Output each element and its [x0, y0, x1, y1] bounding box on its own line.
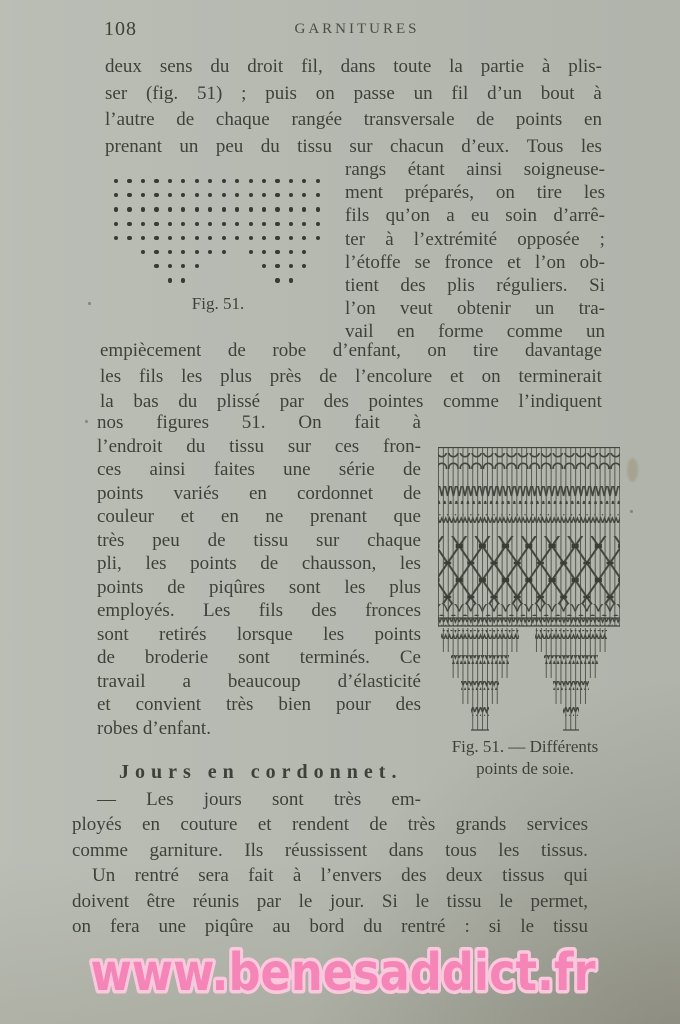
text-line: doivent être réunis par le jour. Si le tissu le permet,	[72, 890, 588, 912]
text-line: ces ainsi faites une série de	[97, 459, 421, 480]
zigzag-stitch-band	[438, 486, 620, 504]
text-line: de broderie sont terminés. Ce	[97, 647, 421, 668]
tail-left	[441, 628, 519, 730]
text-line: couleur et en ne prenant que	[97, 506, 421, 527]
text-line: travail a beaucoup d’élasticité	[97, 670, 421, 692]
figure2-caption-line1: Fig. 51. — Différents	[451, 737, 599, 756]
text-line: l’on veut obtenir un tra-	[345, 298, 605, 320]
column-left-beside-fig2	[97, 412, 421, 741]
text-line: Un rentré sera fait à l’envers des deux tissus qui	[92, 865, 588, 887]
dot-pattern-figure	[114, 179, 324, 289]
text-line: points variés en cordonnet de	[97, 482, 421, 504]
figure1-caption: Fig. 51.	[191, 294, 245, 313]
heading-continuation	[97, 789, 421, 813]
text-line: l’endroit du tissu sur ces fron-	[97, 435, 421, 457]
text-line: l’autre de chaque rangée transversale de points en	[105, 109, 602, 130]
text-line: fils qu’on a eu soin d’arrê-	[345, 205, 605, 227]
smocking-figure	[436, 444, 622, 734]
paragraph-opening	[105, 56, 602, 162]
text-line: points de piqûres sont les plus	[97, 576, 421, 598]
text-line: l’étoffe se fronce et l’on ob-	[345, 251, 605, 273]
text-line: tient des plis réguliers. Si	[345, 274, 605, 296]
text-line: comme garniture. Ils réussissent dans tous les tissus.	[72, 839, 588, 861]
paragraph-middle	[100, 340, 602, 417]
section-heading: Jours en cordonnet.	[119, 761, 403, 783]
paper-stain	[627, 458, 638, 482]
text-line: sont retirés lorsque les points	[97, 623, 421, 645]
arch-stitch-band	[438, 604, 620, 616]
watermark-text: www.benesaddict.fr	[90, 943, 596, 1003]
text-line: nos figures 51. On fait à	[97, 412, 421, 433]
text-line: pli, les points de chausson, les	[97, 553, 421, 574]
text-line: vail en forme comme un	[345, 321, 605, 343]
figure2-caption	[419, 736, 631, 780]
pleats-block	[438, 447, 620, 626]
text-line: prenant un peu du tissu sur chacun d’eux. Tous les	[105, 135, 602, 157]
small-zigzag-band	[438, 514, 620, 523]
watermark	[40, 916, 640, 1024]
text-line: robes d’enfant.	[97, 717, 211, 739]
text-line: — Les jours sont très em-	[97, 789, 421, 810]
text-line: et convient très bien pour des	[97, 694, 421, 715]
text-line: employés. Les fils des fronces	[97, 600, 421, 621]
paper-speck	[630, 510, 633, 513]
figure2-caption-line2: points de soie.	[476, 759, 574, 778]
page-number: 108	[104, 18, 137, 40]
running-title: GARNITURES	[294, 21, 420, 37]
text-line: ment préparés, on tire les	[345, 182, 605, 204]
text-line: les fils les plus près de l’encolure et on terminerait	[100, 365, 602, 387]
text-line: la bas du plissé par des pointes comme l’indiquent	[100, 391, 602, 412]
text-line: ployés en couture et rendent de très grands services	[72, 814, 588, 835]
text-line: ter à l’extrémité opposée ;	[345, 228, 605, 250]
text-line: empiècement de robe d’enfant, on tire davantage	[100, 340, 602, 361]
text-line: très peu de tissu sur chaque	[97, 529, 421, 551]
tail-right	[535, 628, 607, 730]
paper-speck	[88, 302, 91, 305]
text-line: rangs étant ainsi soigneuse-	[345, 159, 605, 180]
text-line: on fera une piqûre au bord du rentré : si le tissu	[72, 916, 588, 938]
paper-speck	[85, 420, 88, 423]
diamond-lattice-band	[438, 536, 620, 604]
cable-stitch-band	[438, 453, 620, 469]
text-line: ser (fig. 51) ; puis on passe un fil d’un bout à	[105, 82, 602, 104]
column-right-beside-fig1	[345, 159, 605, 345]
text-line: deux sens du droit fil, dans toute la partie à plis-	[105, 56, 602, 77]
